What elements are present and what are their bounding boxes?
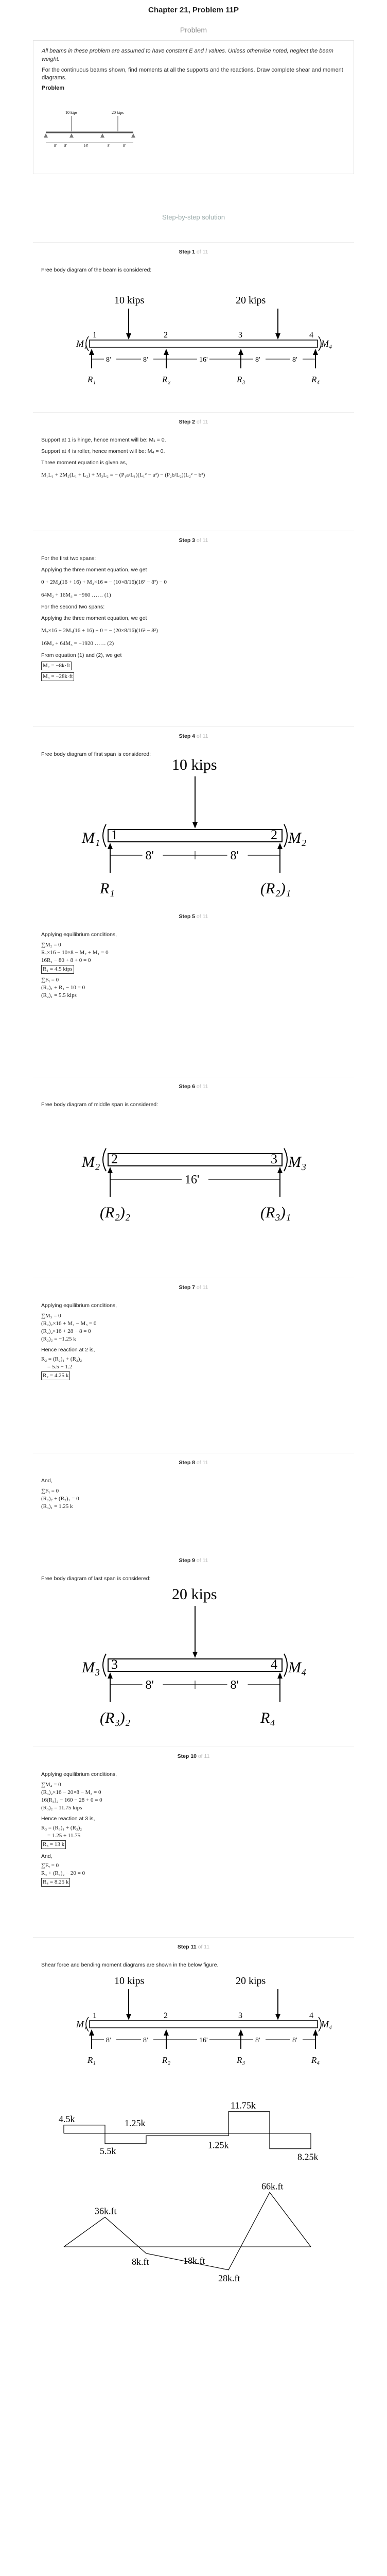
solution-title: Step-by-step solution — [162, 213, 225, 221]
step-7-eq-1: ∑M₃ = 0 — [41, 1313, 61, 1319]
step-7-eq-4: (R₂)₂ = −1.25 k — [41, 1336, 76, 1342]
problem-card — [33, 40, 354, 174]
dimension-4: 8' — [255, 356, 260, 364]
moment-label-36: 36k.ft — [95, 2206, 117, 2216]
step-9-text: Free body diagram of last span is considered: — [41, 1575, 151, 1582]
step-10-eq-7: ∑Fᵧ = 0 — [41, 1862, 59, 1869]
span-reaction-left-head — [108, 1672, 113, 1679]
step-7-label: Step 7 — [179, 1284, 195, 1291]
span-node-right: 2 — [271, 827, 277, 842]
reaction-arrow-2-head — [164, 349, 169, 355]
result-r4: R₄ = 8.25 k — [41, 1878, 70, 1887]
moment-label-66: 66k.ft — [261, 2181, 284, 2192]
span-reaction-left-head — [108, 1167, 113, 1173]
span-reaction-left-head — [108, 843, 113, 849]
load-arrow-1-head — [126, 2014, 131, 2020]
reaction-label-1: R₁ — [87, 375, 96, 384]
node-4: 4 — [309, 2011, 313, 2020]
moment-arc-right — [284, 1654, 287, 1676]
span-reaction-right-head — [277, 843, 283, 849]
chapter-title: Chapter 21, Problem 11P — [148, 6, 239, 14]
step-5-eq-3: 16R₁ − 80 + 8 + 0 = 0 — [41, 957, 91, 963]
bending-moment-diagram — [33, 2181, 354, 2329]
moment-label-18: 18k.ft — [183, 2255, 205, 2266]
span-3-fbd — [33, 1580, 354, 1740]
shear-label-1.25b: 1.25k — [208, 2140, 229, 2150]
beam-fbd-figure-2 — [33, 1963, 354, 2087]
step-4-label: Step 4 — [179, 733, 195, 739]
load-label-2: 20 kips — [236, 295, 266, 306]
step-counter: of 11 — [196, 1557, 208, 1564]
step-3-line-2: Applying the three moment equation, we get — [41, 567, 147, 573]
step-2-line-3: Three moment equation is given as, — [41, 460, 127, 466]
step-counter: of 11 — [196, 249, 208, 255]
step-counter: of 11 — [196, 1083, 208, 1090]
step-5-eq-6: (R₂)₁ = 5.5 kips — [41, 992, 77, 998]
span-node-right: 4 — [271, 1657, 277, 1672]
step-8-label: Step 8 — [179, 1460, 195, 1466]
span-2-fbd — [33, 1108, 354, 1263]
reaction-label-1: R₁ — [87, 2055, 96, 2065]
step-5-eq-5: (R₂)₁ + R₁ − 10 = 0 — [41, 985, 85, 991]
step-7-eq-6: = 5.5 − 1.2 — [47, 1364, 73, 1370]
step-3-eq-4: 16M₂ + 64M₃ = −1920 …… (2) — [41, 640, 114, 647]
step-5-eq-4: ∑Fᵧ = 0 — [41, 977, 59, 983]
reaction-arrow-3-head — [238, 349, 243, 355]
shear-label-1.25a: 1.25k — [125, 2118, 146, 2128]
result-m2: M₂ = −8k·ft — [41, 662, 72, 670]
step-3-eq-3: M₂×16 + 2M₃(16 + 16) + 0 = − (20×8/16)(16² − 8²) — [41, 628, 158, 634]
reaction-label-2: R₂ — [162, 2055, 171, 2065]
step-10-eq-4: (R₃)₂ = 11.75 kips — [41, 1805, 82, 1811]
beam — [90, 2021, 318, 2028]
step-11-label: Step 11 — [177, 1944, 197, 1950]
dimension-1: 8' — [106, 2037, 111, 2044]
shear-force-diagram — [33, 2092, 354, 2195]
shear-label-8.25: 8.25k — [297, 2151, 319, 2162]
step-4-text: Free body diagram of first span is considered: — [41, 751, 151, 757]
reaction-arrow-1-head — [89, 349, 94, 355]
span-dim-1: 8' — [145, 849, 154, 862]
step-10-line-1: Applying equilibrium conditions, — [41, 1771, 117, 1777]
node-3: 3 — [238, 2011, 242, 2020]
step-counter: of 11 — [196, 913, 208, 920]
node-1: 1 — [93, 2011, 97, 2020]
span-reaction-label-right: R₄ — [260, 1709, 275, 1726]
dimension-5: 8' — [292, 356, 297, 364]
step-3-label: Step 3 — [179, 537, 195, 544]
span-reaction-label-right: (R₃)₁ — [260, 1204, 291, 1221]
dimension-2: 8' — [143, 356, 148, 364]
step-8 — [33, 1453, 354, 1551]
problem-label: Problem — [42, 85, 65, 91]
span-node-right: 3 — [271, 1151, 277, 1166]
step-counter: of 11 — [198, 1753, 210, 1759]
reaction-arrow-3-head — [238, 2029, 243, 2036]
shear-label-11.75: 11.75k — [231, 2100, 256, 2111]
load-arrow-2-head — [275, 2014, 280, 2020]
dimension-3: 16' — [199, 2037, 208, 2044]
reaction-label-2: R₂ — [162, 375, 171, 384]
step-3-eq-2: 64M₂ + 16M₃ = −960 …… (1) — [41, 592, 111, 598]
step-10-eq-3: 16(R₃)₂ − 160 − 28 + 0 = 0 — [41, 1797, 102, 1803]
span-dim-1: 8' — [145, 1679, 154, 1692]
reaction-arrow-4-head — [313, 2029, 318, 2036]
step-10 — [33, 1747, 354, 1937]
span-dim-2: 8' — [230, 849, 239, 862]
step-counter: of 11 — [196, 537, 208, 544]
step-5-label: Step 5 — [179, 913, 195, 920]
span-moment-left: M₃ — [82, 1659, 100, 1676]
reaction-label-3: R₃ — [237, 2055, 245, 2065]
step-counter: of 11 — [196, 1284, 208, 1291]
step-9-label: Step 9 — [179, 1557, 195, 1564]
beam — [90, 340, 318, 347]
step-2-line-1: Support at 1 is hinge, hence moment will be: M₁ = 0. — [41, 437, 166, 443]
span-load-arrow-head — [192, 822, 198, 828]
step-8-eq-1: ∑Fᵧ = 0 — [41, 1488, 59, 1494]
span-reaction-label-right: (R₂)₁ — [260, 880, 291, 897]
three-moment-equation: M₁L₁ + 2M₂(L₁ + L₂) + M₃L₂ = − (P₁a/L₁)(L₁² − a²) − (P₂b/L₂)(L₂² − b²) — [41, 472, 205, 478]
load-arrow-1-head — [126, 333, 131, 340]
moment-arc-left — [103, 1148, 106, 1171]
node-1: 1 — [93, 331, 97, 340]
result-m3: M₃ = −28k·ft — [41, 672, 74, 681]
beam-fbd-figure — [33, 283, 354, 406]
reaction-arrow-4-head — [313, 349, 318, 355]
step-7-line-1: Applying equilibrium conditions, — [41, 1302, 117, 1309]
dimension-4: 8' — [255, 2037, 260, 2044]
span-reaction-right-head — [277, 1672, 283, 1679]
step-3-line-5: From equation (1) and (2), we get — [41, 652, 122, 658]
page-header — [0, 0, 387, 37]
span-reaction-label-left: R₁ — [100, 880, 115, 897]
span-load-label: 20 kips — [172, 1586, 217, 1603]
step-3 — [33, 531, 354, 726]
node-2: 2 — [164, 331, 168, 340]
span-moment-right: M₄ — [288, 1659, 307, 1676]
span-beam — [108, 829, 282, 842]
result-r1: R₁ = 4.5 kips — [41, 965, 74, 974]
step-5-line-1: Applying equilibrium conditions, — [41, 931, 117, 938]
step-11 — [33, 1937, 354, 2576]
span-moment-left: M₁ — [82, 829, 100, 846]
step-5-eq-1: ∑M₂ = 0 — [41, 942, 61, 948]
load-label-1: 10 kips — [114, 295, 145, 306]
step-counter: of 11 — [196, 1460, 208, 1466]
span-load-label: 10 kips — [172, 756, 217, 773]
step-7-eq-3: (R₂)₂×16 + 28 − 8 = 0 — [41, 1328, 91, 1334]
span-dim-2: 8' — [230, 1679, 239, 1692]
moment-m4: M₄ — [321, 2019, 332, 2029]
moment-label-8: 8k.ft — [132, 2256, 149, 2267]
reaction-label-4: R₄ — [311, 2055, 320, 2065]
moment-m4: M₄ — [321, 338, 332, 349]
moment-arc-right — [284, 824, 287, 847]
span-node-left: 3 — [111, 1657, 118, 1672]
dimension-3: 16' — [199, 356, 208, 364]
problem-dim-5: 8' — [123, 144, 126, 148]
problem-dim-2: 8' — [64, 144, 67, 148]
span-1-fbd — [33, 751, 354, 905]
moment-arc-right — [284, 1148, 287, 1171]
moment-label-28: 28k.ft — [218, 2273, 240, 2283]
problem-dim-3: 16' — [84, 144, 89, 148]
node-3: 3 — [238, 331, 242, 340]
node-2: 2 — [164, 2011, 168, 2020]
span-moment-right: M₃ — [288, 1154, 307, 1171]
problem-text-1: All beams in these problem are assumed to have constant E and I values. Unless otherwise noted, neglect the beam weight. — [42, 48, 333, 62]
step-7 — [33, 1278, 354, 1453]
step-3-line-3: For the second two spans: — [41, 604, 105, 610]
dimension-2: 8' — [143, 2037, 148, 2044]
dimension-1: 8' — [106, 356, 111, 364]
step-counter: of 11 — [198, 1944, 210, 1950]
result-r2: R₂ = 4.25 k — [41, 1371, 70, 1380]
moment-m1: M₁ — [76, 338, 87, 349]
step-counter: of 11 — [196, 419, 208, 425]
step-3-eq-1: 0 + 2M₂(16 + 16) + M₃×16 = − (10×8/16)(16² − 8²) − 0 — [41, 579, 167, 585]
step-10-eq-8: R₄ + (R₃)₂ − 20 = 0 — [41, 1870, 85, 1876]
shear-label-4.5: 4.5k — [59, 2113, 75, 2124]
span-dim: 16' — [185, 1173, 200, 1187]
span-load-arrow-head — [192, 1652, 198, 1658]
reaction-label-3: R₃ — [237, 375, 245, 384]
step-7-line-2: Hence reaction at 2 is, — [41, 1347, 95, 1353]
load-label-2: 20 kips — [236, 1975, 266, 1987]
reaction-arrow-1-head — [89, 2029, 94, 2036]
step-7-eq-2: (R₂)₂×16 + M₂ − M₃ = 0 — [41, 1320, 97, 1327]
dimension-5: 8' — [292, 2037, 297, 2044]
step-11-text: Shear force and bending moment diagrams are shown in the below figure. — [41, 1962, 219, 1968]
step-8-line-1: And, — [41, 1478, 52, 1484]
step-2-line-2: Support at 4 is roller, hence moment will be: M₄ = 0. — [41, 448, 165, 454]
step-5-eq-2: R₁×16 − 10×8 − M₂ + M₁ = 0 — [41, 950, 109, 956]
load-arrow-2-head — [275, 333, 280, 340]
step-8-eq-2: (R₂)₂ + (R₃)₁ = 0 — [41, 1496, 79, 1502]
problem-dim-4: 8' — [108, 144, 110, 148]
step-6 — [33, 1077, 354, 1278]
span-reaction-label-left: (R₂)₂ — [100, 1204, 131, 1221]
reaction-arrow-2-head — [164, 2029, 169, 2036]
reaction-label-4: R₄ — [311, 375, 320, 384]
problem-heading: Problem — [180, 26, 207, 34]
result-r3: R₃ = 13 k — [41, 1840, 66, 1849]
step-10-line-2: Hence reaction at 3 is, — [41, 1816, 95, 1822]
step-10-line-3: And, — [41, 1853, 52, 1859]
step-counter: of 11 — [196, 733, 208, 739]
step-10-eq-2: (R₃)₂×16 − 20×8 − M₃ = 0 — [41, 1789, 101, 1795]
step-3-line-4: Applying the three moment equation, we get — [41, 615, 147, 621]
step-4 — [33, 726, 354, 907]
step-1 — [33, 242, 354, 412]
step-10-label: Step 10 — [177, 1753, 197, 1759]
problem-load-1: 10 kips — [65, 110, 78, 115]
moment-m1: M₁ — [76, 2019, 87, 2029]
shear-label-5.5: 5.5k — [100, 2145, 116, 2156]
step-8-eq-3: (R₃)₁ = 1.25 k — [41, 1503, 73, 1510]
step-7-eq-5: R₂ = (R₂)₁ + (R₂)₂ — [41, 1356, 82, 1362]
span-reaction-label-left: (R₃)₂ — [100, 1709, 131, 1726]
step-3-line-1: For the first two spans: — [41, 555, 96, 562]
problem-figure — [41, 95, 144, 157]
step-5 — [33, 907, 354, 1077]
span-beam — [108, 1659, 282, 1671]
span-node-left: 1 — [111, 827, 118, 842]
span-beam — [108, 1154, 282, 1166]
problem-text-2: For the continuous beams shown, find moments at all the supports and the reactions. Draw complete shear and moment diagrams. — [42, 67, 343, 81]
moment-arc-left — [103, 1654, 106, 1676]
step-1-text: Free body diagram of the beam is considered: — [41, 267, 152, 273]
span-moment-right: M₂ — [288, 829, 307, 846]
step-10-eq-6: = 1.25 + 11.75 — [47, 1833, 81, 1839]
moment-arc-left — [103, 824, 106, 847]
node-4: 4 — [309, 331, 313, 340]
step-1-label: Step 1 — [179, 249, 195, 255]
span-reaction-right-head — [277, 1167, 283, 1173]
step-6-text: Free body diagram of middle span is considered: — [41, 1101, 159, 1108]
load-label-1: 10 kips — [114, 1975, 145, 1987]
problem-dim-1: 8' — [54, 144, 57, 148]
step-6-label: Step 6 — [179, 1083, 195, 1090]
shear-line — [64, 2112, 311, 2149]
problem-load-2: 20 kips — [112, 110, 124, 115]
span-node-left: 2 — [111, 1151, 118, 1166]
step-2 — [33, 412, 354, 531]
step-10-eq-5: R₃ = (R₃)₁ + (R₃)₂ — [41, 1825, 82, 1831]
step-2-label: Step 2 — [179, 419, 195, 425]
step-9 — [33, 1551, 354, 1747]
step-10-eq-1: ∑M₄ = 0 — [41, 1782, 61, 1788]
span-moment-left: M₂ — [82, 1154, 100, 1171]
